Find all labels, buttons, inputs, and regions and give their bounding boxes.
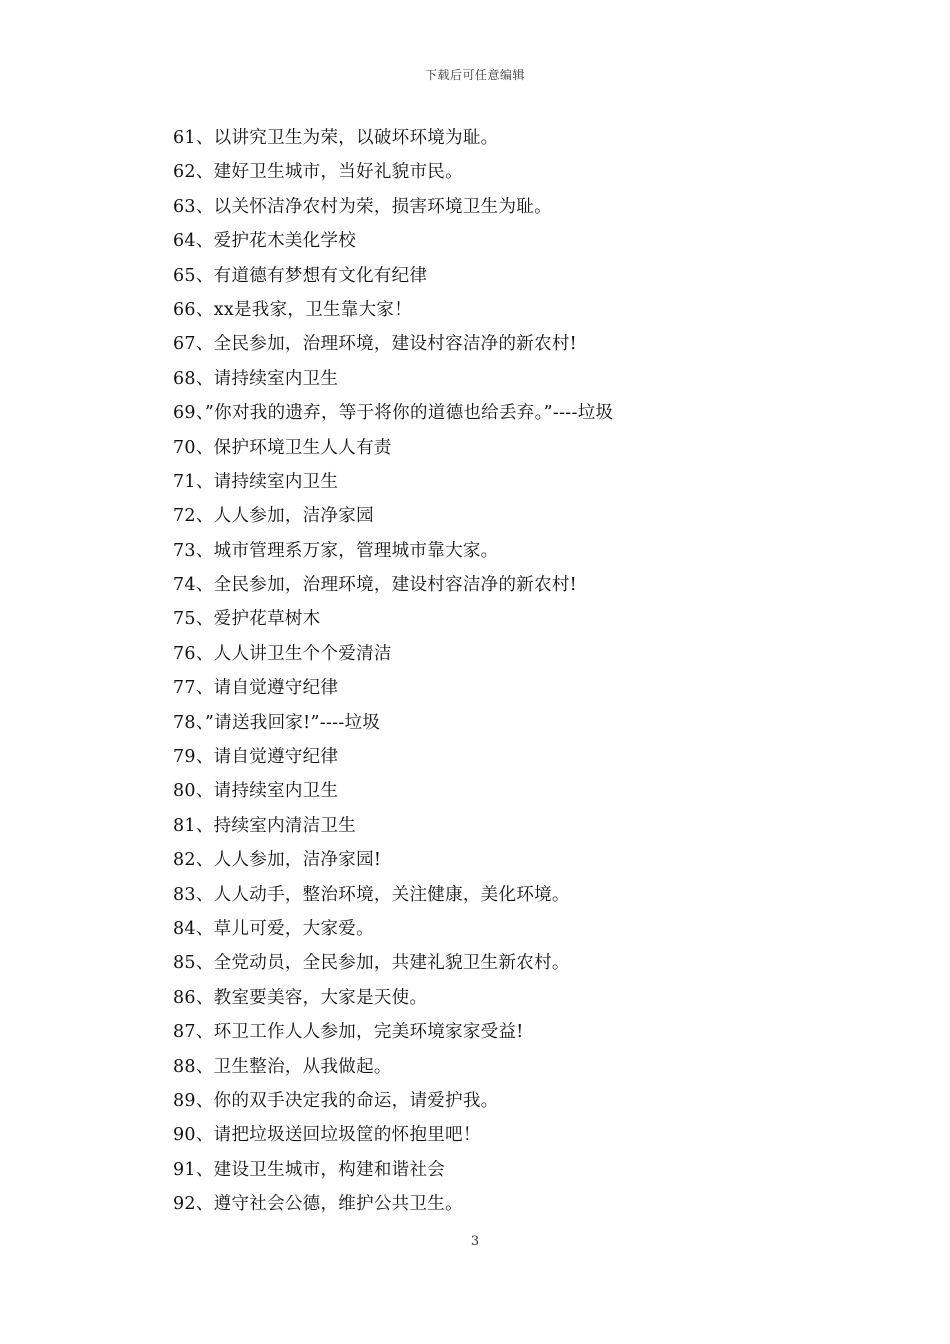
list-item: 76、人人讲卫生个个爱清洁	[173, 643, 392, 664]
list-item: 80、请持续室内卫生	[173, 781, 339, 802]
list-item: 84、草儿可爱，大家爱。	[173, 918, 374, 939]
slogan-list	[173, 121, 873, 1222]
list-item: 65、有道德有梦想有文化有纪律	[173, 265, 428, 286]
list-item: 69、”你对我的遗弃，等于将你的道德也给丢弃。”----垃圾	[173, 403, 614, 424]
page-number: 3	[470, 1234, 480, 1249]
list-item: 62、建好卫生城市，当好礼貌市民。	[173, 162, 463, 183]
list-item: 70、保护环境卫生人人有责	[173, 437, 392, 458]
list-item: 79、请自觉遵守纪律	[173, 747, 339, 768]
list-item: 66、xx是我家，卫生靠大家！	[173, 299, 413, 320]
list-item: 64、爱护花木美化学校	[173, 231, 357, 252]
list-item: 73、城市管理系万家，管理城市靠大家。	[173, 540, 499, 561]
list-item: 88、卫生整治，从我做起。	[173, 1056, 392, 1077]
list-item: 78、”请送我回家!”----垃圾	[173, 712, 381, 733]
list-item: 72、人人参加，洁净家园	[173, 506, 374, 527]
list-item: 85、全党动员，全民参加，共建礼貌卫生新农村。	[173, 953, 570, 974]
list-item: 91、建设卫生城市，构建和谐社会	[173, 1159, 446, 1180]
list-item: 77、请自觉遵守纪律	[173, 678, 339, 699]
list-item: 75、爱护花草树木	[173, 609, 321, 630]
list-item: 68、请持续室内卫生	[173, 368, 339, 389]
list-item: 67、全民参加，治理环境，建设村容洁净的新农村!	[173, 334, 577, 355]
page-header: 下载后可任意编辑	[424, 68, 525, 82]
list-item: 71、请持续室内卫生	[173, 471, 339, 492]
list-item: 82、人人参加，洁净家园!	[173, 850, 382, 871]
list-item: 74、全民参加，治理环境，建设村容洁净的新农村!	[173, 575, 577, 596]
list-item: 92、遵守社会公德，维护公共卫生。	[173, 1194, 463, 1215]
list-item: 87、环卫工作人人参加，完美环境家家受益!	[173, 1022, 524, 1043]
list-item: 90、请把垃圾送回垃圾筐的怀抱里吧！	[173, 1125, 481, 1146]
list-item: 86、教室要美容，大家是天使。	[173, 987, 428, 1008]
list-item: 61、以讲究卫生为荣，以破坏环境为耻。	[173, 128, 499, 148]
list-item: 81、持续室内清洁卫生	[173, 815, 357, 836]
list-item: 63、以关怀洁净农村为荣，损害环境卫生为耻。	[173, 196, 552, 217]
list-item: 83、人人动手，整治环境，关注健康，美化环境。	[173, 884, 570, 905]
list-item: 89、你的双手决定我的命运，请爱护我。	[173, 1090, 499, 1111]
